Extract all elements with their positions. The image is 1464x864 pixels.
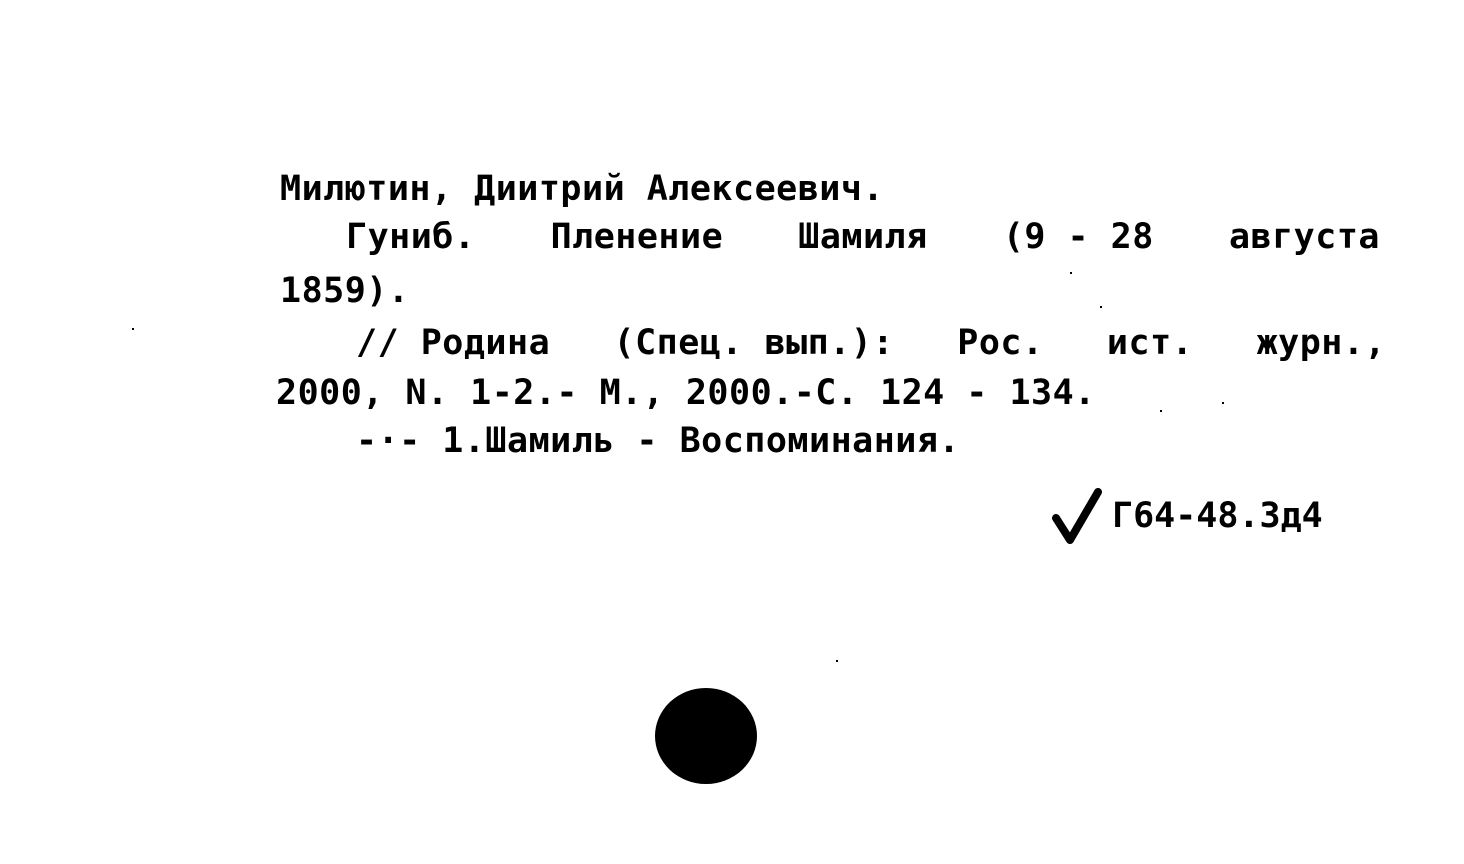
source-word: (Спец. вып.): [613,323,894,363]
source-word: // Родина [356,323,551,363]
title-word: Шамиля [798,217,928,257]
source-word: Рос. [957,323,1044,363]
speck [836,660,838,662]
speck [132,328,134,330]
shelfmark: Г64-48.3д4 [1112,495,1323,536]
speck [1222,402,1224,404]
shelfmark-group [1052,488,1323,544]
card-source-line [356,323,1386,363]
title-word: (9 - 28 [1002,217,1154,257]
title-word: августа [1228,217,1380,257]
source-word: журн., [1256,323,1386,363]
punch-hole [655,688,757,784]
card-heading: Милютин, Диитрий Алексеевич. [280,169,885,209]
title-word: Пленение [550,217,724,257]
title-word: Гуниб. [346,217,476,257]
card-title-line [346,217,1380,257]
card-subject-heading: -·- 1.Шамиль - Воспоминания. [356,421,961,461]
speck [1070,272,1072,274]
card-source-continuation: 2000, N. 1-2.- М., 2000.-С. 124 - 134. [276,373,1096,413]
checkmark-icon [1052,488,1102,544]
speck [1160,410,1162,412]
source-word: ист. [1106,323,1194,363]
speck [1100,306,1102,308]
card-title-continuation: 1859). [280,271,410,311]
